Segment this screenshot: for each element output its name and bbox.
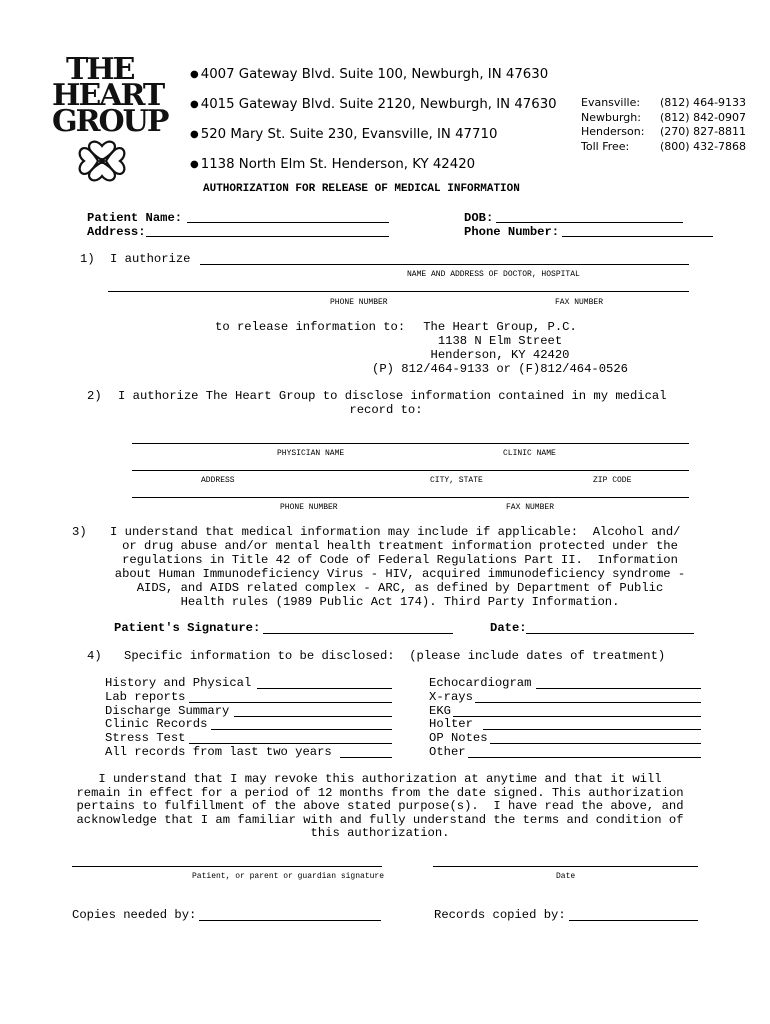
revoke-line: pertains to fulfillment of the above stated purpose(s). I have read the above, and bbox=[76, 799, 684, 813]
revoke-line: acknowledge that I am familiar with and fully understand the terms and condition of bbox=[76, 813, 684, 827]
info-item-label: X-rays bbox=[429, 690, 473, 704]
caption-fax: FAX NUMBER bbox=[555, 298, 604, 307]
caption-clinic: CLINIC NAME bbox=[503, 449, 556, 458]
section-3-line: I understand that medical information may include if applicable: Alcohol and/ bbox=[110, 525, 681, 539]
location-3: ● 520 Mary St. Suite 230, Evansville, IN 47710 bbox=[190, 127, 498, 142]
section-2-line2: record to: bbox=[349, 403, 423, 417]
caption-phone-2: PHONE NUMBER bbox=[280, 503, 338, 512]
info-item-field[interactable] bbox=[536, 688, 701, 689]
phone-row: Henderson: (270) 827-8811 bbox=[581, 125, 747, 138]
heart-group-logo bbox=[52, 52, 168, 182]
release-recipient-line: (P) 812/464-9133 or (F)812/464-0526 bbox=[372, 362, 628, 376]
section-3-line: about Human Immunodeficiency Virus - HIV, acquired immunodeficiency syndrome - bbox=[114, 567, 686, 581]
guardian-signature-field[interactable] bbox=[72, 866, 382, 867]
section-4-number: 4) bbox=[87, 649, 102, 663]
info-item-label: Discharge Summary bbox=[105, 704, 230, 718]
caption-physician: PHYSICIAN NAME bbox=[277, 449, 345, 458]
release-recipient-line: 1138 N Elm Street bbox=[437, 334, 563, 348]
location-2: ● 4015 Gateway Blvd. Suite 2120, Newburgh, IN 47630 bbox=[190, 97, 557, 112]
info-item-label: Other bbox=[429, 745, 466, 759]
release-recipient-line: The Heart Group, P.C. bbox=[423, 320, 577, 334]
phone-fax-field[interactable] bbox=[108, 291, 689, 292]
location-1: ● 4007 Gateway Blvd. Suite 100, Newburgh, IN 47630 bbox=[190, 67, 549, 82]
logo-word-heart: HEART bbox=[52, 78, 164, 113]
info-item-label: Holter bbox=[429, 717, 473, 731]
copies-needed-label: Copies needed by: bbox=[72, 908, 197, 922]
section-1-number: 1) bbox=[80, 252, 95, 266]
phone-number-field[interactable] bbox=[562, 236, 713, 237]
caption-doctor-hospital: NAME AND ADDRESS OF DOCTOR, HOSPITAL bbox=[407, 270, 580, 279]
phone-row: Evansville: (812) 464-9133 bbox=[581, 96, 747, 109]
address-label: Address: bbox=[87, 225, 146, 239]
phone-row: Newburgh: (812) 842-0907 bbox=[581, 110, 747, 124]
dob-field[interactable] bbox=[496, 222, 683, 223]
location-4: ● 1138 North Elm St. Henderson, KY 42420 bbox=[190, 157, 476, 172]
physician-clinic-field[interactable] bbox=[132, 443, 689, 444]
info-item-label: EKG bbox=[429, 704, 451, 718]
section-2-number: 2) bbox=[87, 389, 102, 403]
section-3-line: Health rules (1989 Public Act 174). Third Party Information. bbox=[180, 595, 620, 609]
info-item-field[interactable] bbox=[453, 716, 701, 717]
caption-final-date: Date bbox=[556, 872, 576, 881]
info-item-label: History and Physical bbox=[105, 676, 252, 690]
phone-number-label: Phone Number: bbox=[464, 225, 560, 239]
section-2-line1: I authorize The Heart Group to disclose information contained in my medical bbox=[118, 389, 667, 403]
caption-guardian-signature: Patient, or parent or guardian signature bbox=[192, 872, 385, 881]
section-3-line: AIDS, and AIDS related complex - ARC, as defined by Department of Public bbox=[136, 581, 664, 595]
info-item-field[interactable] bbox=[189, 743, 392, 744]
phone-fax-field-2[interactable] bbox=[132, 497, 689, 498]
info-item-label: Echocardiogram bbox=[429, 676, 532, 690]
info-item-label: All records from last two years bbox=[105, 745, 332, 759]
address-city-zip-field[interactable] bbox=[132, 470, 689, 471]
section-3-number: 3) bbox=[72, 525, 87, 539]
info-item-field[interactable] bbox=[483, 729, 701, 730]
signature-date-label: Date: bbox=[490, 621, 527, 635]
release-lead: to release information to: bbox=[215, 320, 406, 334]
info-item-label: Clinic Records bbox=[105, 717, 208, 731]
final-date-field[interactable] bbox=[433, 866, 698, 867]
section-3-line: regulations in Title 42 of Code of Federal Regulations Part II. Information bbox=[122, 553, 678, 567]
phone-directory bbox=[581, 96, 746, 154]
info-item-field[interactable] bbox=[468, 757, 701, 758]
info-item-field[interactable] bbox=[234, 716, 392, 717]
section-1-lead: I authorize bbox=[110, 252, 191, 266]
section-4-lead: Specific information to be disclosed: (please include dates of treatment) bbox=[124, 649, 666, 663]
caption-city-state: CITY, STATE bbox=[430, 476, 483, 485]
revoke-line: this authorization. bbox=[310, 826, 450, 840]
info-item-field[interactable] bbox=[189, 702, 392, 703]
info-item-field[interactable] bbox=[490, 743, 701, 744]
logo-word-group: GROUP bbox=[52, 104, 168, 139]
form-title: AUTHORIZATION FOR RELEASE OF MEDICAL INFORMATION bbox=[203, 183, 520, 195]
patient-signature-field[interactable] bbox=[263, 633, 453, 634]
patient-name-label: Patient Name: bbox=[87, 211, 183, 225]
heart-knot-icon bbox=[76, 138, 128, 184]
caption-zip: ZIP CODE bbox=[593, 476, 632, 485]
caption-phone: PHONE NUMBER bbox=[330, 298, 388, 307]
phone-row: Toll Free: (800) 432-7868 bbox=[581, 139, 747, 153]
address-field[interactable] bbox=[146, 236, 389, 237]
info-item-label: Stress Test bbox=[105, 731, 186, 745]
logo-word-the: THE bbox=[66, 52, 134, 87]
caption-address: ADDRESS bbox=[201, 476, 235, 485]
info-item-label: Lab reports bbox=[105, 690, 186, 704]
info-item-field[interactable] bbox=[340, 757, 392, 758]
revoke-line: I understand that I may revoke this authorization at anytime and that it will bbox=[98, 772, 662, 786]
caption-fax-2: FAX NUMBER bbox=[506, 503, 555, 512]
signature-date-field[interactable] bbox=[526, 633, 694, 634]
dob-label: DOB: bbox=[464, 211, 494, 225]
info-item-field[interactable] bbox=[475, 702, 701, 703]
records-copied-label: Records copied by: bbox=[434, 908, 566, 922]
section-3-line: or drug abuse and/or mental health treatment information protected under the bbox=[122, 539, 678, 553]
info-item-label: OP Notes bbox=[429, 731, 488, 745]
revoke-line: remain in effect for a period of 12 months from the date signed. This authorization bbox=[76, 786, 684, 800]
copies-needed-field[interactable] bbox=[199, 920, 381, 921]
records-copied-field[interactable] bbox=[569, 920, 698, 921]
release-recipient-line: Henderson, KY 42420 bbox=[430, 348, 570, 362]
info-item-field[interactable] bbox=[257, 688, 392, 689]
patient-name-field[interactable] bbox=[187, 222, 389, 223]
doctor-hospital-field[interactable] bbox=[200, 264, 689, 265]
info-item-field[interactable] bbox=[211, 729, 392, 730]
patient-signature-label: Patient's Signature: bbox=[114, 621, 261, 635]
